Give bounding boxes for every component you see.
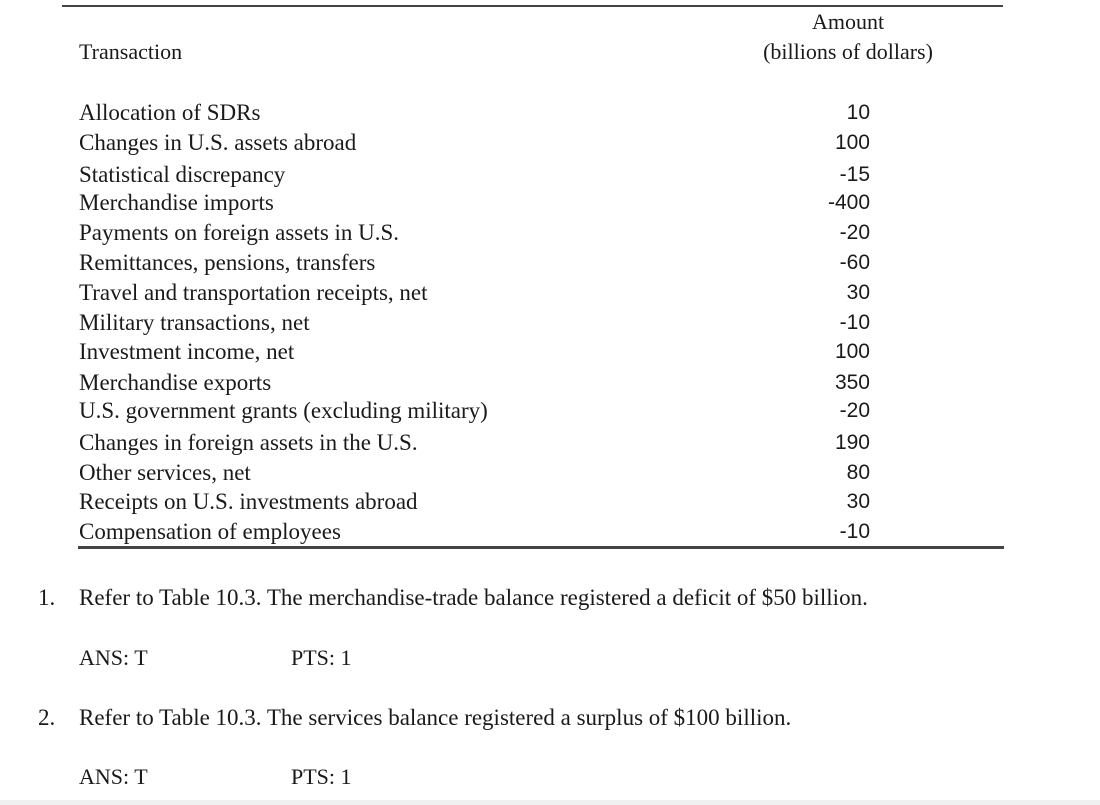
row-value: -15 xyxy=(839,163,870,186)
row-label: U.S. government grants (excluding military) xyxy=(79,398,488,423)
table-row xyxy=(0,369,1100,399)
table-row xyxy=(0,219,1100,249)
table-row xyxy=(0,338,1100,368)
row-label: Changes in U.S. assets abroad xyxy=(79,130,357,155)
page-bottom-edge xyxy=(0,800,1100,805)
row-label: Military transactions, net xyxy=(79,310,310,335)
row-label: Other services, net xyxy=(79,460,251,485)
row-label: Travel and transportation receipts, net xyxy=(79,280,428,305)
question-number: 1. xyxy=(38,585,56,610)
row-value: 350 xyxy=(834,371,870,394)
row-value: -10 xyxy=(839,311,870,334)
column-header-amount-line1: Amount xyxy=(811,9,885,34)
question-text: Refer to Table 10.3. The services balance registered a surplus of $100 billion. xyxy=(79,705,792,730)
table-row xyxy=(0,129,1100,159)
row-label: Remittances, pensions, transfers xyxy=(79,250,376,275)
table-row xyxy=(0,161,1100,191)
table-row xyxy=(0,309,1100,339)
row-label: Payments on foreign assets in U.S. xyxy=(79,220,400,245)
column-header-transaction: Transaction xyxy=(79,39,183,64)
table-row xyxy=(0,459,1100,489)
row-label: Changes in foreign assets in the U.S. xyxy=(79,430,418,455)
row-label: Merchandise imports xyxy=(79,190,274,215)
answer-value: ANS: T xyxy=(79,764,148,789)
row-value: -400 xyxy=(827,191,870,214)
row-value: 30 xyxy=(846,281,870,304)
table-row xyxy=(0,99,1100,129)
row-value: 80 xyxy=(846,461,870,484)
row-value: 100 xyxy=(834,131,870,154)
row-label: Merchandise exports xyxy=(79,370,272,395)
row-value: -60 xyxy=(839,251,870,274)
points-value: PTS: 1 xyxy=(291,645,352,670)
column-header-amount-line2: (billions of dollars) xyxy=(763,39,933,64)
row-label: Statistical discrepancy xyxy=(79,162,286,187)
table-row xyxy=(0,488,1100,518)
table-row xyxy=(0,249,1100,279)
table-row xyxy=(0,518,1100,548)
table-row xyxy=(0,189,1100,219)
answer-value: ANS: T xyxy=(79,645,148,670)
row-value: 10 xyxy=(846,101,870,124)
table-bottom-rule xyxy=(78,546,1004,549)
row-label: Investment income, net xyxy=(79,339,295,364)
row-value: -20 xyxy=(839,221,870,244)
row-label: Compensation of employees xyxy=(79,519,341,544)
row-value: 190 xyxy=(834,431,870,454)
column-header-amount xyxy=(728,7,968,67)
row-label: Receipts on U.S. investments abroad xyxy=(79,489,418,514)
row-value: -10 xyxy=(839,520,870,543)
row-label: Allocation of SDRs xyxy=(79,100,261,125)
points-value: PTS: 1 xyxy=(291,764,352,789)
question-number: 2. xyxy=(38,705,56,730)
table-row xyxy=(0,397,1100,427)
row-value: -20 xyxy=(839,399,870,422)
question-text: Refer to Table 10.3. The merchandise-trade balance registered a deficit of $50 billion. xyxy=(79,585,868,610)
table-row xyxy=(0,429,1100,459)
row-value: 30 xyxy=(846,490,870,513)
row-value: 100 xyxy=(834,340,870,363)
table-row xyxy=(0,279,1100,309)
